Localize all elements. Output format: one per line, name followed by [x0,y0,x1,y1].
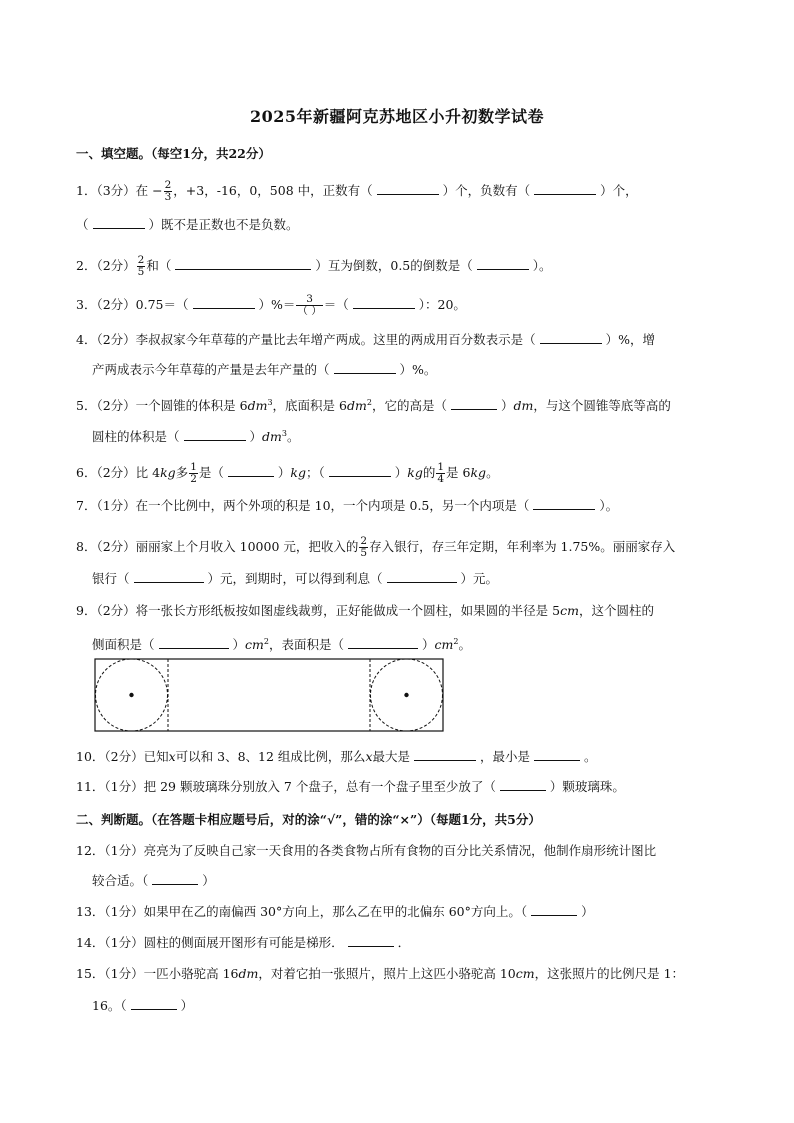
fraction: $\frac{2}{3}$ [164,179,172,203]
rectangle-outline [95,659,443,731]
answer-blank[interactable] [531,904,577,916]
question-6: 6．（2分）比 4kg多 $\frac{1}{2}$ 是（ ）kg；（ ）kg的 $\frac{1}{4}$ 是 6kg。 [76,461,499,485]
answer-blank[interactable] [184,429,246,441]
answer-blank[interactable] [348,637,418,649]
page-title: 2025年新疆阿克苏地区小升初数学试卷 [249,107,545,126]
fraction: $\frac{3}{( )}$ [297,293,322,317]
question-8-line-1: 8．（2分）丽丽家上个月收入 10000 元，把收入的 $\frac{2}{5}$ 存入银行，存三年定期，年利率为 1.75%。丽丽家存入 [76,535,676,559]
fraction: $\frac{2}{5}$ [360,535,368,559]
fraction: $\frac{1}{2}$ [190,461,197,485]
question-5-line-1: 5．（2分）一个圆锥的体积是 $6dm^3$，底面积是 $6dm^2$，它的高是（ ）dm，与这个圆锥等底等高的 [76,398,671,414]
answer-blank[interactable] [353,297,415,309]
answer-blank[interactable] [534,749,580,761]
question-9-line-1: 9．（2分）将一张长方形纸板按如图虚线裁剪，正好能做成一个圆柱，如果圆的半径是 5cm，这个圆柱的 [76,603,654,618]
question-1-line-2: （ ）既不是正数也不是负数。 [76,217,299,232]
question-11: 11．（1分）把 29 颗玻璃珠分别放入 7 个盘子，总有一个盘子里至少放了（ ）颗玻璃珠。 [76,779,625,794]
question-1-line-1: 1．（3分）在 − $\frac{2}{3}$ ，+3，-16，0，508 中，正数有（ ）个，负数有（ ）个， [76,179,638,203]
section-true-false-heading: 二、判断题。（在答题卡相应题号后，对的涂“√”，错的涂“×”）（每题1分，共5分） [76,812,541,827]
answer-blank[interactable] [348,935,394,947]
answer-blank[interactable] [377,183,439,195]
answer-blank[interactable] [477,258,529,270]
question-15-line-2: 16。（ ） [92,998,194,1013]
circle-center-right [404,693,408,697]
answer-blank[interactable] [451,398,497,410]
section-fill-blank-heading: 一、填空题。（每空1分，共22分） [76,146,271,161]
question-12-line-1: 12．（1分）亮亮为了反映自己家一天食用的各类食物占所有食物的百分比关系情况，他制作扇形统计图比 [76,843,657,858]
question-9-line-2: 侧面积是（ ）$cm^2$，表面积是（ ）$cm^2$。 [92,637,471,653]
answer-blank[interactable] [533,498,595,510]
fraction: $\frac{1}{4}$ [437,461,445,485]
question-2: 2．（2分） $\frac{2}{5}$ 和（ ）互为倒数，0.5的倒数是（ ）。 [76,254,552,278]
question-13: 13．（1分）如果甲在乙的南偏西 30°方向上，那么乙在甲的北偏东 60°方向上。（ ） [76,904,594,919]
answer-blank[interactable] [334,362,396,374]
answer-blank[interactable] [131,998,177,1010]
question-3: 3．（2分）0.75＝（ ）%＝ $\frac{3}{( )}$ ＝（ ）：20。 [76,293,466,317]
question-12-line-2: 较合适。（ ） [92,873,215,888]
question-4-line-2: 产两成表示今年草莓的产量是去年产量的（ ）%。 [92,362,437,377]
answer-blank[interactable] [540,332,602,344]
cylinder-net-figure [94,658,446,734]
answer-blank[interactable] [500,779,546,791]
answer-blank[interactable] [534,183,596,195]
answer-blank[interactable] [387,571,457,583]
answer-blank[interactable] [134,571,204,583]
answer-blank[interactable] [175,258,311,270]
answer-blank[interactable] [159,637,229,649]
question-10: 10．（2分）已知x可以和 3、8、12 组成比例，那么x最大是 ，最小是 。 [76,749,597,764]
circle-center-left [129,693,133,697]
answer-blank[interactable] [329,465,391,477]
fraction: $\frac{2}{5}$ [137,254,145,278]
question-15-line-1: 15．（1分）一匹小骆驼高 16dm，对着它拍一张照片，照片上这匹小骆驼高 10cm，这张照片的比例尺是 1： [76,966,685,981]
question-7: 7．（1分）在一个比例中，两个外项的积是 10，一个内项是 0.5，另一个内项是（ ）。 [76,498,619,513]
question-8-line-2: 银行（ ）元，到期时，可以得到利息（ ）元。 [92,571,499,586]
answer-blank[interactable] [152,873,198,885]
answer-blank[interactable] [193,297,255,309]
answer-blank[interactable] [228,465,274,477]
answer-blank[interactable] [93,217,145,229]
question-4-line-1: 4．（2分）李叔叔家今年草莓的产量比去年增产两成。这里的两成用百分数表示是（ ）%，增 [76,332,656,347]
question-14: 14．（1分）圆柱的侧面展开图形有可能是梯形． ． [76,935,411,950]
question-5-line-2: 圆柱的体积是（ ）$dm^3$。 [92,429,300,445]
answer-blank[interactable] [414,749,476,761]
